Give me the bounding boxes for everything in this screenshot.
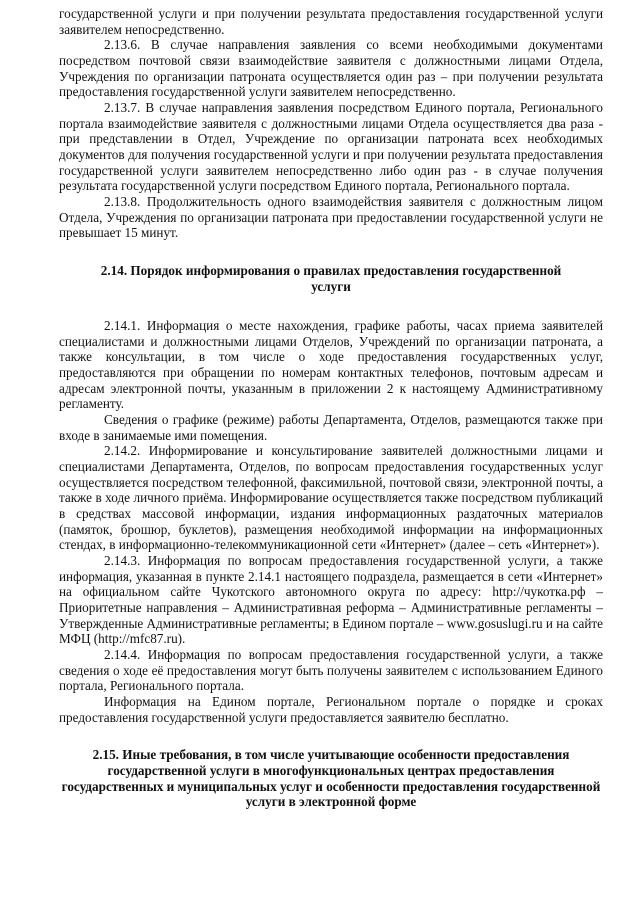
paragraph-2-13-6: 2.13.6. В случае направления заявления со всеми необходимыми документами посредством почтовой связи взаимодействие заявителя с должностными лицами Отдела, Учреждения по организации патроната осуществляется один раз – при получении результата предоставления государственной услуги заявителем непосредственно.	[59, 37, 603, 100]
paragraph-schedule-info: Сведения о графике (режиме) работы Департамента, Отделов, размещаются также при входе в занимаемые ими помещения.	[59, 412, 603, 443]
section-heading-2-15: 2.15. Иные требования, в том числе учитывающие особенности предоставления государственной услуги в многофункциональных центрах предоставления государственных и муниципальных услуг и особенности предоставления государственной услуги в электронной форме	[61, 747, 601, 810]
paragraph-2-14-1: 2.14.1. Информация о месте нахождения, графике работы, часах приема заявителей специалистами и должностными лицами Отделов, Учреждений по организации патроната, а также консультации, в том числе о ходе предоставления государственных услуг, предоставляются при обращении по номерам контактных телефонов, почтовым адресам и адресам электронной почты, указанным в приложении 2 к настоящему Административному регламенту.	[59, 318, 603, 412]
paragraph-2-14-4: 2.14.4. Информация по вопросам предоставления государственной услуги, а также сведения о ходе её предоставления могут быть получены заявителем с использованием Единого портала, Регионального портала.	[59, 646, 603, 694]
paragraph-2-13-8: 2.13.8. Продолжительность одного взаимодействия заявителя с должностным лицом Отдела, Учреждения по организации патроната при предоставлении государственной услуги не превышает 15 минут.	[59, 193, 603, 241]
paragraph-2-14-3: 2.14.3. Информация по вопросам предоставления государственной услуги, а также информация, указанная в пункте 2.14.1 настоящего подраздела, размещается в сети «Интернет» на официальном сайте Чукотского автономного округа по адресу: http://чукотка.рф – Приоритетные направления – Административная реформа – Административные регламенты – Утвержденные Административные регламенты; в Едином портале – www.gosuslugi.ru и на сайте МФЦ (http://mfc87.ru).	[59, 553, 603, 647]
section-heading-2-14: 2.14. Порядок информирования о правилах предоставления государственной услуги	[100, 262, 562, 294]
paragraph-free-info: Информация на Едином портале, Региональном портале о порядке и сроках предоставления государственной услуги предоставляется заявителю бесплатно.	[59, 693, 603, 725]
document-page	[59, 6, 603, 810]
paragraph-2-13-7: 2.13.7. В случае направления заявления посредством Единого портала, Регионального портала взаимодействие заявителя с должностными лицами Отдела осуществляется два раза - при представлении в Отдел, Учреждение по организации патроната всех необходимых документов для получения государственной услуги и при получении результата предоставления государственной услуги заявителем непосредственно либо один раз - в случае получения результата государственной услуги посредством Единого портала, Регионального портала.	[59, 99, 603, 194]
paragraph-2-13-5-end: государственной услуги и при получении результата предоставления государственной услуги заявителем непосредственно.	[59, 6, 603, 37]
paragraph-2-14-2: 2.14.2. Информирование и консультирование заявителей должностными лицами и специалистами Департамента, Отделов, по вопросам предоставления государственных услуг осуществляется посредством телефонной, факсимильной, почтовой связи, электронной почты, а также в ходе личного приёма. Информирование осуществляется также посредством публикаций в средствах массовой информации, издания информационных раздаточных материалов (памяток, брошюр, буклетов), размещения необходимой информации на информационных стендах, в информационно-телекоммуникационной сети «Интернет» (далее – сеть «Интернет»).	[59, 443, 603, 553]
